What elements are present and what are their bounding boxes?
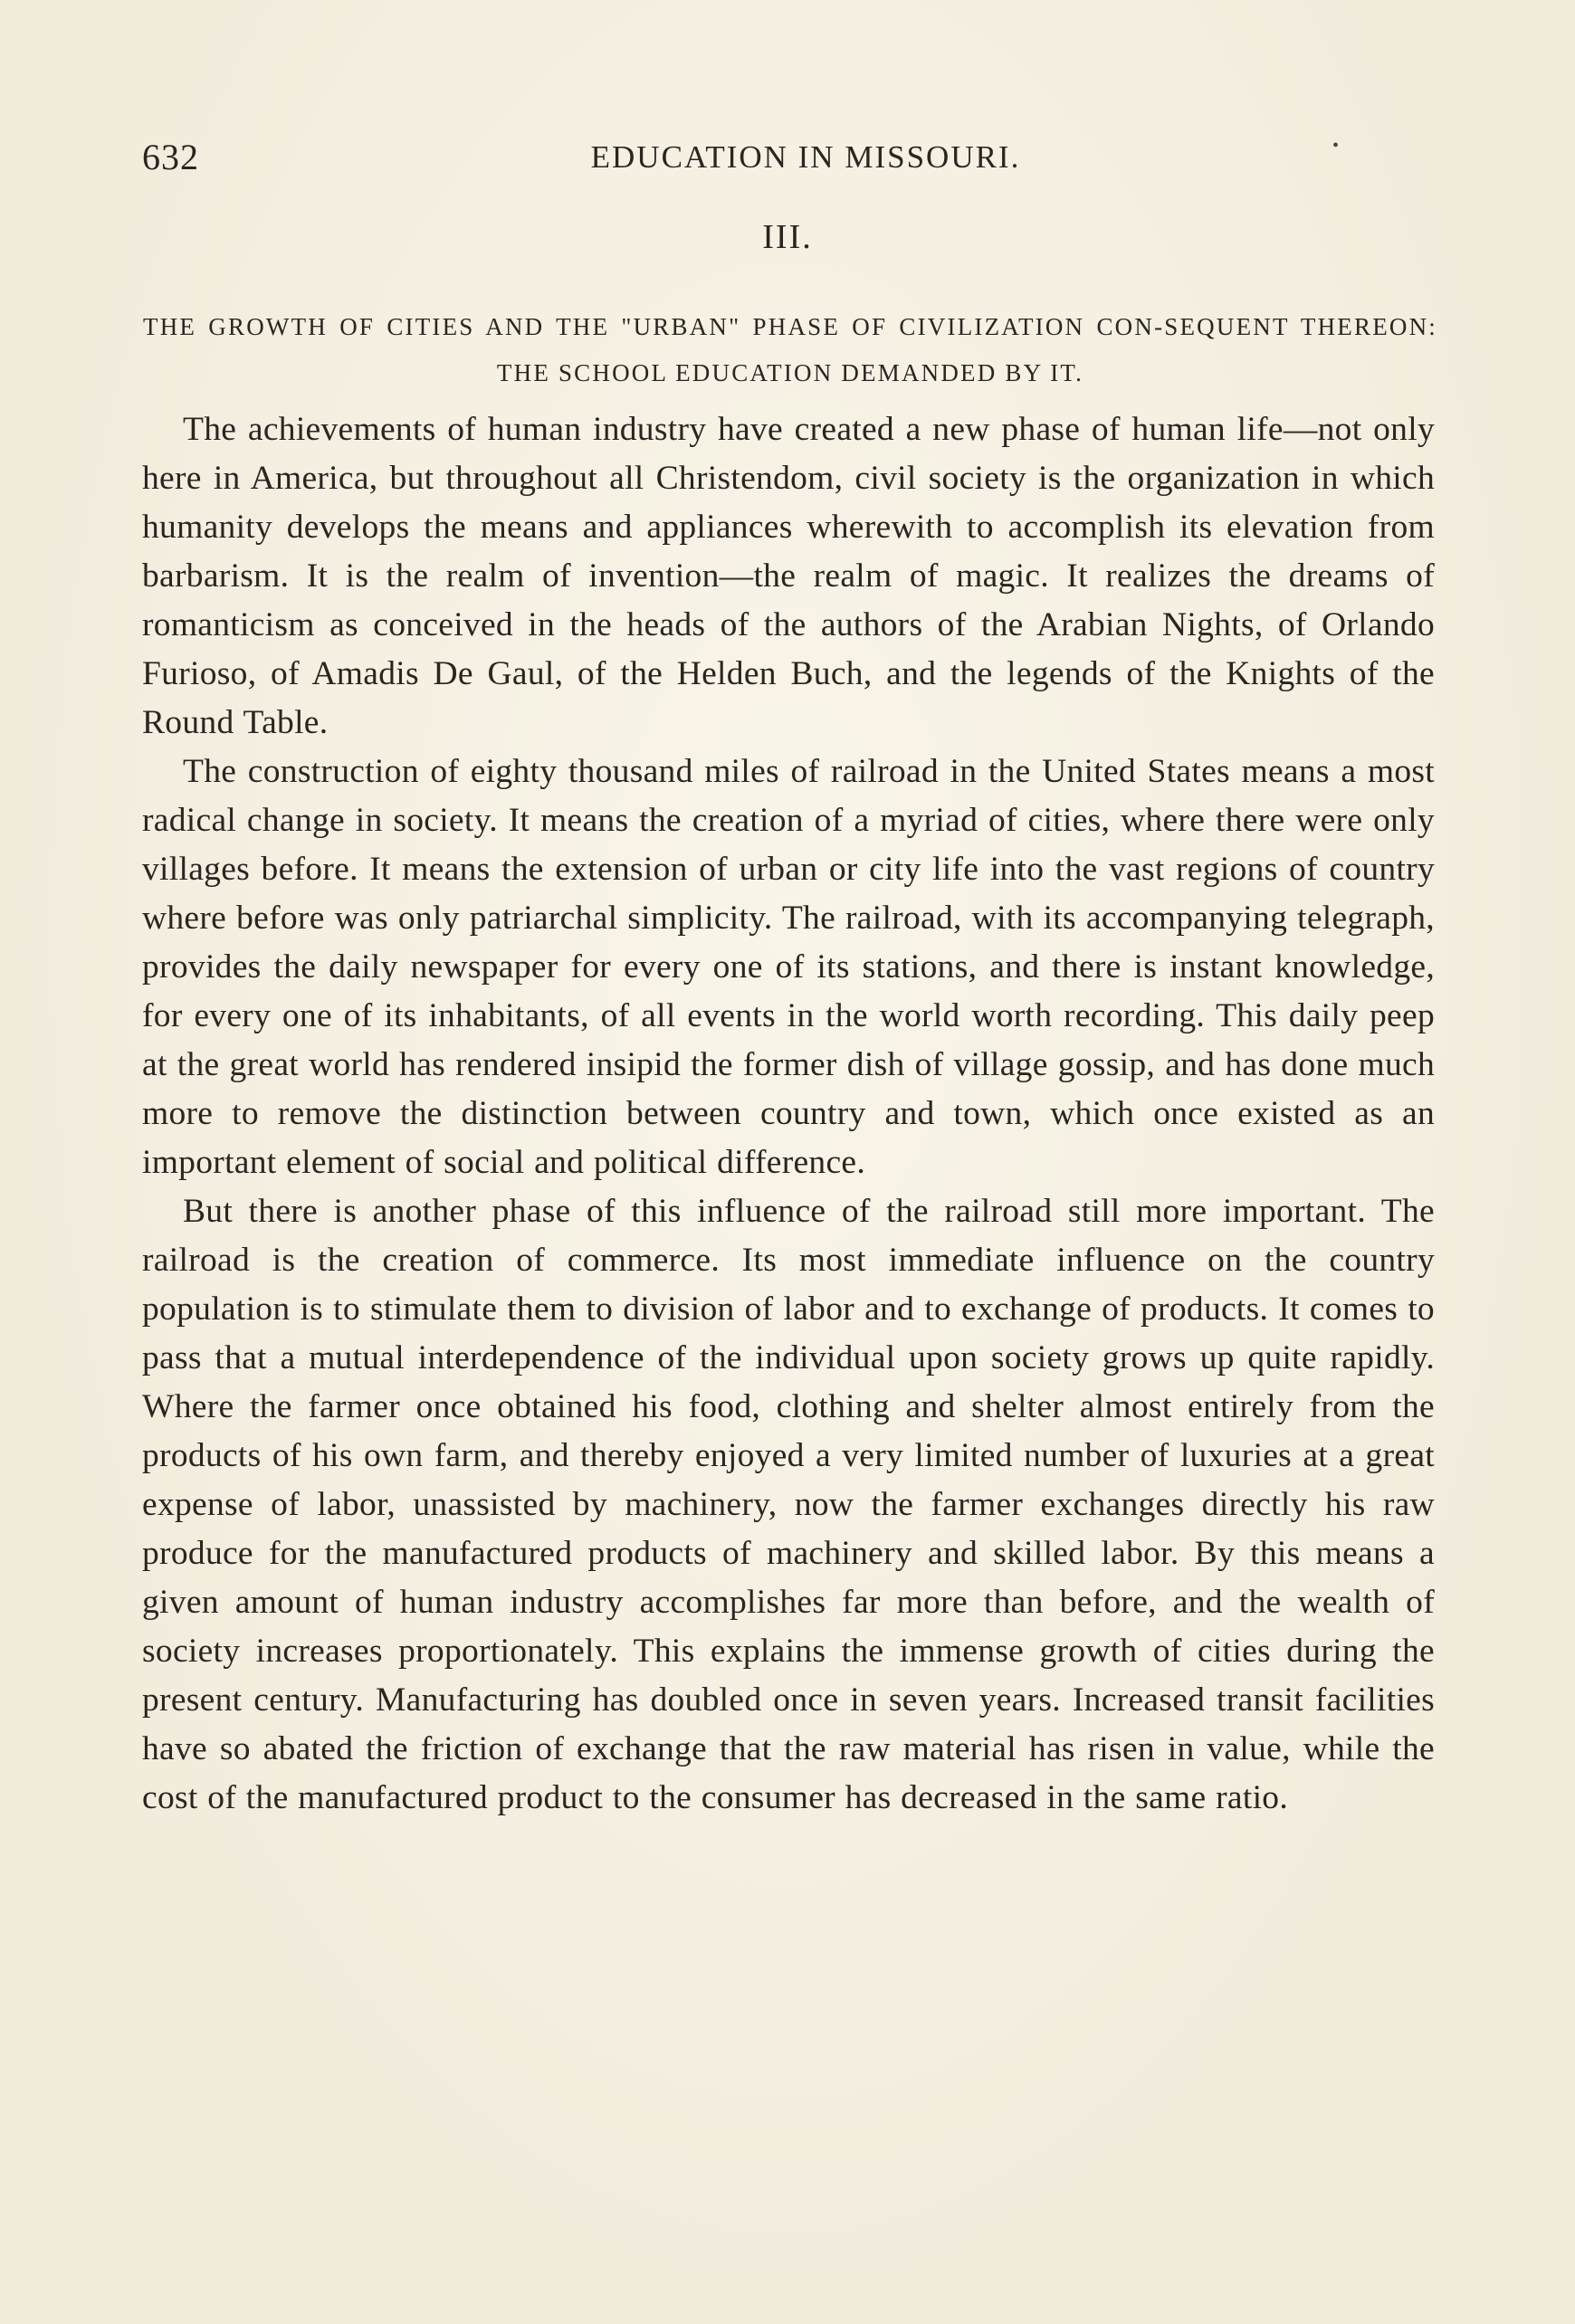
page-number: 632: [142, 137, 199, 177]
paragraph-1: The achievements of human industry have created a new phase of human life—not only here in America, but throughout all Christendom, civil society is the organization in which humanity develops the means and appliances wherewith to accomplish its elevation from barbarism. It is the realm of invention—the realm of magic. It realizes the dreams of romanticism as conceived in the heads of the authors of the Arabian Nights, of Orlando Furioso, of Amadis De Gaul, of the Helden Buch, and the legends of the Knights of the Round Table.: [142, 411, 1435, 741]
body-text: [142, 405, 1435, 1823]
section-numeral: III.: [762, 218, 813, 256]
paragraph-3: But there is another phase of this influence of the railroad still more important. The railroad is the creation of commerce. Its most immediate influence on the country population is to stimulate them to division of labor and to exchange of products. It comes to pass that a mutual interdependence of the individual upon society grows up quite rapidly. Where the farmer once obtained his food, clothing and shelter almost entirely from the products of his own farm, and thereby enjoyed a very limited number of luxuries at a great expense of labor, unassisted by machinery, now the farmer exchanges directly his raw produce for the manufactured products of machinery and skilled labor. By this means a given amount of human industry accomplishes far more than before, and the wealth of society increases proportionately. This explains the immense growth of cities during the present century. Manufacturing has doubled once in seven years. Increased transit facilities have so abated the friction of exchange that the raw material has risen in value, while the cost of the manufactured product to the consumer has decreased in the same ratio.: [142, 1193, 1435, 1816]
running-title: EDUCATION IN MISSOURI.: [590, 139, 1021, 175]
paragraph-2: The construction of eighty thousand miles of railroad in the United States means a most radical change in society. It means the creation of a myriad of cities, where there were only villages before. It means the extension of urban or city life into the vast regions of country where before was only patriarchal simplicity. The railroad, with its accompanying telegraph, provides the daily newspaper for every one of its stations, and there is instant knowledge, for every one of its inhabitants, of all events in the world worth recording. This daily peep at the great world has rendered insipid the former dish of village gossip, and has done much more to remove the distinction between country and town, which once existed as an important element of social and political difference.: [142, 753, 1435, 1181]
ink-blemish: •: [1332, 136, 1340, 156]
section-heading: THE GROWTH OF CITIES AND THE "URBAN" PHASE OF CIVILIZATION CON-SEQUENT THEREON: THE SCHOOL EDUCATION DEMANDED BY IT.: [143, 313, 1437, 386]
